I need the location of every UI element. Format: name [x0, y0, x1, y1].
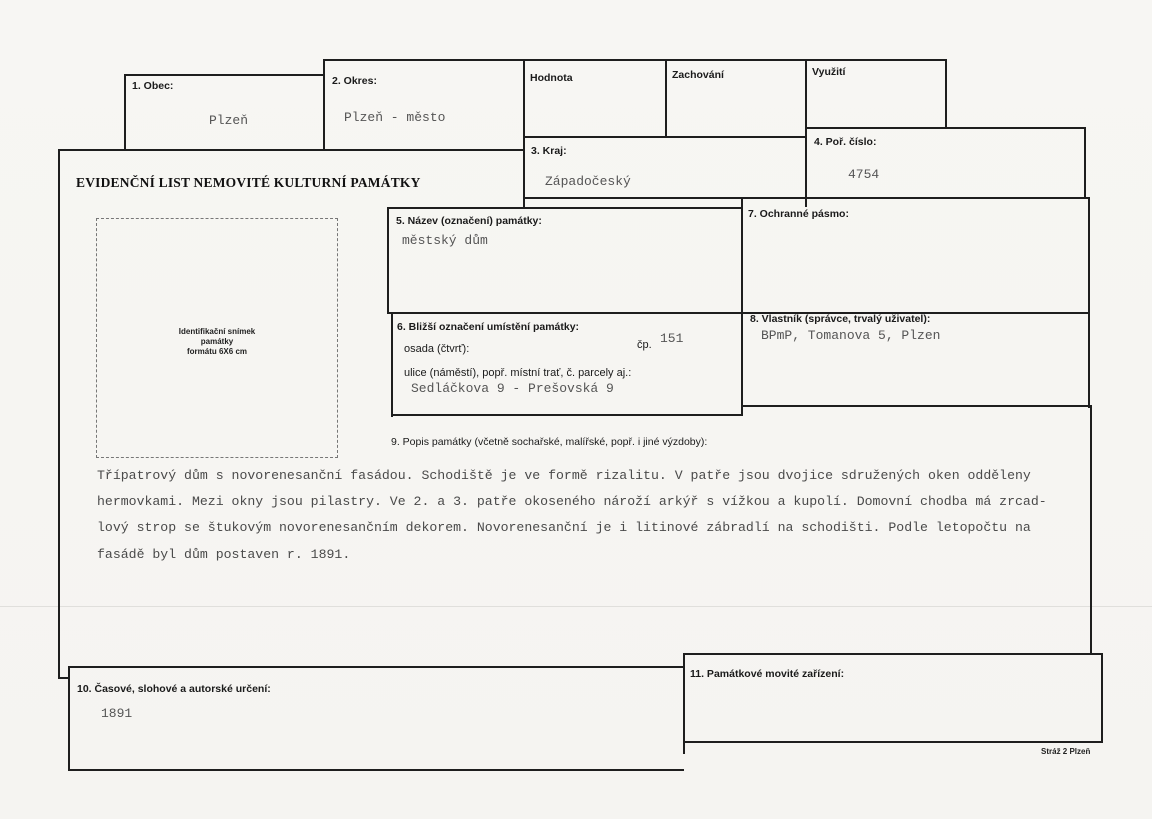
osada-label: osada (čtvrť):	[404, 343, 470, 355]
popis-line: fasádě byl dům postaven r. 1891.	[97, 547, 351, 562]
rule	[523, 136, 807, 138]
nazev-label: 5. Název (označení) památky:	[396, 215, 542, 227]
rule	[68, 666, 684, 668]
vlastnik-label: 8. Vlastník (správce, trvalý uživatel):	[750, 313, 931, 325]
obec-value: Plzeň	[209, 113, 249, 128]
umisteni-label: 6. Bližší označení umístění památky:	[397, 321, 580, 333]
rule	[805, 60, 807, 207]
rule	[683, 654, 685, 754]
cp-value: 151	[660, 331, 684, 346]
ochranne-pasmo-label: 7. Ochranné pásmo:	[748, 208, 849, 220]
rule	[58, 149, 524, 151]
rule	[1088, 197, 1090, 408]
cp-label: čp.	[637, 339, 652, 351]
rule	[391, 313, 393, 417]
rule	[1090, 405, 1092, 655]
form-title: EVIDENČNÍ LIST NEMOVITÉ KULTURNÍ PAMÁTKY	[76, 175, 421, 190]
ulice-label: ulice (náměstí), popř. místní trať, č. parcely aj.:	[404, 367, 632, 379]
por-cislo-label: 4. Poř. číslo:	[814, 136, 877, 148]
rule	[387, 312, 1088, 314]
rule	[523, 197, 1089, 199]
rule	[387, 207, 741, 209]
popis-line: hermovkami. Mezi okny jsou pilastry. Ve 2. a 3. patře okoseného nároží arkýř s vížkou a kupolí. Domovní chodba má zrcad-	[97, 494, 1047, 509]
kraj-value: Západočeský	[545, 174, 631, 189]
rule	[124, 74, 126, 150]
photo-caption-line: Identifikační snímek	[178, 327, 256, 336]
okres-label: 2. Okres:	[332, 75, 377, 87]
casove-urceni-label: 10. Časové, slohové a autorské určení:	[77, 683, 271, 695]
zachovani-label: Zachování	[672, 69, 724, 81]
rule	[323, 59, 946, 61]
hodnota-label: Hodnota	[530, 72, 573, 84]
obec-label: 1. Obec:	[132, 80, 174, 92]
popis-label: 9. Popis památky (včetně sochařské, malířské, popř. i jiné výzdoby):	[391, 436, 708, 448]
okres-value: Plzeň - město	[344, 110, 446, 125]
rule	[523, 60, 525, 207]
rule	[323, 59, 325, 149]
rule	[683, 653, 1103, 655]
nazev-value: městský dům	[402, 233, 488, 248]
photo-caption-line: formátu 6X6 cm	[186, 347, 248, 356]
rule	[68, 769, 684, 771]
rule	[1084, 127, 1086, 198]
movite-zarizeni-label: 11. Památkové movité zařízení:	[690, 668, 845, 680]
vlastnik-value: BPmP, Tomanova 5, Plzen	[761, 328, 941, 343]
photo-caption-line: památky	[200, 337, 234, 346]
rule	[391, 414, 743, 416]
paper-fold	[0, 606, 1152, 607]
photo-placeholder	[96, 218, 338, 458]
rule	[68, 666, 70, 770]
por-cislo-value: 4754	[848, 167, 880, 182]
rule	[741, 405, 1091, 407]
ulice-value: Sedláčkova 9 - Prešovská 9	[411, 381, 614, 396]
vyuziti-label: Využití	[812, 66, 846, 78]
kraj-label: 3. Kraj:	[531, 145, 567, 157]
rule	[58, 149, 60, 678]
rule	[1101, 653, 1103, 742]
rule	[387, 207, 389, 312]
rule	[665, 60, 667, 136]
photo-caption	[97, 327, 337, 357]
printer-stamp: Stráž 2 Plzeň	[1041, 747, 1091, 756]
popis-line: Třípatrový dům s novorenesanční fasádou. Schodiště je ve formě rizalitu. V patře jsou dvojice sdružených oken odděleny	[97, 468, 1031, 483]
rule	[741, 198, 743, 415]
casove-urceni-value: 1891	[101, 706, 133, 721]
rule	[945, 59, 947, 129]
rule	[805, 127, 1085, 129]
rule	[683, 741, 1103, 743]
popis-line: lový strop se štukovým novorenesančním dekorem. Novorenesanční je i litinové zábradlí na schodišti. Podle letopočtu na	[97, 520, 1031, 535]
rule	[124, 74, 324, 76]
